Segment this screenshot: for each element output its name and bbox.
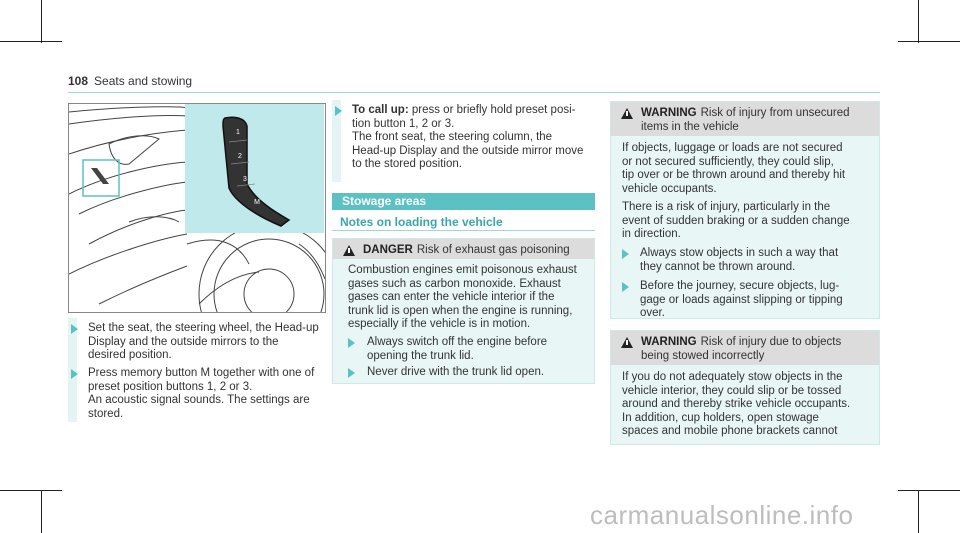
step-arrow-icon xyxy=(348,368,355,378)
step-text: Head-up Display and the outside mirror move xyxy=(352,144,584,157)
crop-mark xyxy=(918,0,919,43)
memory-buttons-inset xyxy=(185,104,324,233)
notice-title: Risk of exhaust gas poisoning xyxy=(416,244,570,256)
step-text: preset position buttons 1, 2 or 3. xyxy=(88,380,253,393)
step-text: Display and the outside mirrors to the xyxy=(88,335,279,348)
notice-text: If you do not adequately stow objects in the xyxy=(622,371,843,383)
crop-mark xyxy=(41,0,42,43)
notice-text: If objects, luggage or loads are not secured xyxy=(622,142,843,154)
memory-button-m: M xyxy=(254,199,260,206)
notice-text: in direction. xyxy=(622,228,681,240)
section-title: Stowage areas xyxy=(332,193,595,210)
step-text: stored. xyxy=(88,407,124,420)
notice-title: being stowed incorrectly xyxy=(641,349,765,362)
crop-mark xyxy=(898,490,960,491)
notice-keyword: DANGER xyxy=(363,244,413,256)
crop-mark xyxy=(41,490,42,533)
notice-title: Risk of injury from unsecured xyxy=(700,107,850,119)
subsection-title: Notes on loading the vehicle xyxy=(340,215,503,229)
section-name: Seats and stowing xyxy=(94,74,193,88)
step-text: Before the journey, secure objects, lug- xyxy=(640,280,840,292)
step-text: desired position. xyxy=(88,349,172,361)
crop-mark xyxy=(0,490,62,491)
crop-mark xyxy=(898,41,960,42)
subsection-rule xyxy=(332,230,595,231)
watermark: carmanualsonline.info xyxy=(590,500,854,530)
danger-notice xyxy=(332,238,595,384)
header-rule xyxy=(68,92,880,93)
notice-title: Risk of injury due to objects xyxy=(700,336,842,348)
step-text: Never drive with the trunk lid open. xyxy=(367,366,545,378)
preset-button-1: 1 xyxy=(236,129,240,136)
step-text: Set the seat, the steering wheel, the Head-up xyxy=(88,322,319,334)
notice-text: or not secured sufficiently, they could slip, xyxy=(622,155,834,168)
preset-button-3: 3 xyxy=(243,176,247,183)
notice-keyword: WARNING xyxy=(641,107,697,119)
crop-mark xyxy=(918,490,919,533)
warning-notice xyxy=(610,101,880,319)
notice-keyword: WARNING xyxy=(641,336,697,348)
step-text: press or briefly hold preset posi- xyxy=(411,104,576,116)
notice-text: gases such as carbon monoxide. Exhaust xyxy=(348,277,561,290)
notice-text: especially if the vehicle is in motion. xyxy=(348,318,531,330)
warning-notice xyxy=(610,330,880,445)
notice-header xyxy=(611,331,879,365)
page-header xyxy=(68,74,192,88)
step-text: gage or loads against slipping or tipping xyxy=(640,293,843,306)
notice-text: tip over or be thrown around and thereby hit xyxy=(622,169,846,181)
notice-text: vehicle interior, they could slip or be tossed xyxy=(622,384,842,397)
step-text: Always stow objects in such a way that xyxy=(640,247,839,259)
step-text: An acoustic signal sounds. The settings are xyxy=(88,394,310,406)
notice-text: vehicle occupants. xyxy=(622,182,717,195)
step-text: Press memory button M together with one of xyxy=(88,367,315,379)
notice-text: trunk lid is open when the engine is running, xyxy=(348,304,573,317)
step-arrow-icon xyxy=(622,282,629,292)
step-arrow-icon xyxy=(622,249,629,259)
step-arrow-icon xyxy=(335,106,342,116)
notice-title: items in the vehicle xyxy=(641,120,739,133)
step-arrow-icon xyxy=(71,324,78,334)
notice-text: spaces and mobile phone brackets cannot xyxy=(622,425,838,437)
memory-buttons-drawing xyxy=(185,104,324,233)
step-text: The front seat, the steering column, the xyxy=(352,131,553,143)
notice-text: There is a risk of injury, particularly in the xyxy=(622,201,831,213)
step-text: Always switch off the engine before xyxy=(367,336,548,348)
notice-text: In addition, cup holders, open stowage xyxy=(622,411,819,424)
notice-header xyxy=(611,102,879,136)
step-text: they cannot be thrown around. xyxy=(640,260,796,273)
step-text: tion button 1, 2 or 3. xyxy=(352,117,455,130)
notice-header xyxy=(333,239,594,259)
preset-button-2: 2 xyxy=(238,153,242,160)
step-text: opening the trunk lid. xyxy=(367,349,474,362)
step-text: over. xyxy=(640,307,665,319)
step-text: to the stored position. xyxy=(352,158,462,170)
notice-text: Combustion engines emit poisonous exhaust xyxy=(348,264,577,276)
notice-text: gases can enter the vehicle interior if the xyxy=(348,291,555,303)
notice-text: around and thereby strike vehicle occupants. xyxy=(622,398,851,410)
step-arrow-icon xyxy=(71,369,78,379)
call-up-label: To call up: xyxy=(352,104,409,116)
notice-text: event of sudden braking or a sudden change xyxy=(622,214,850,227)
crop-mark xyxy=(0,41,62,42)
page-number: 108 xyxy=(68,74,89,88)
step-arrow-icon xyxy=(348,338,355,348)
